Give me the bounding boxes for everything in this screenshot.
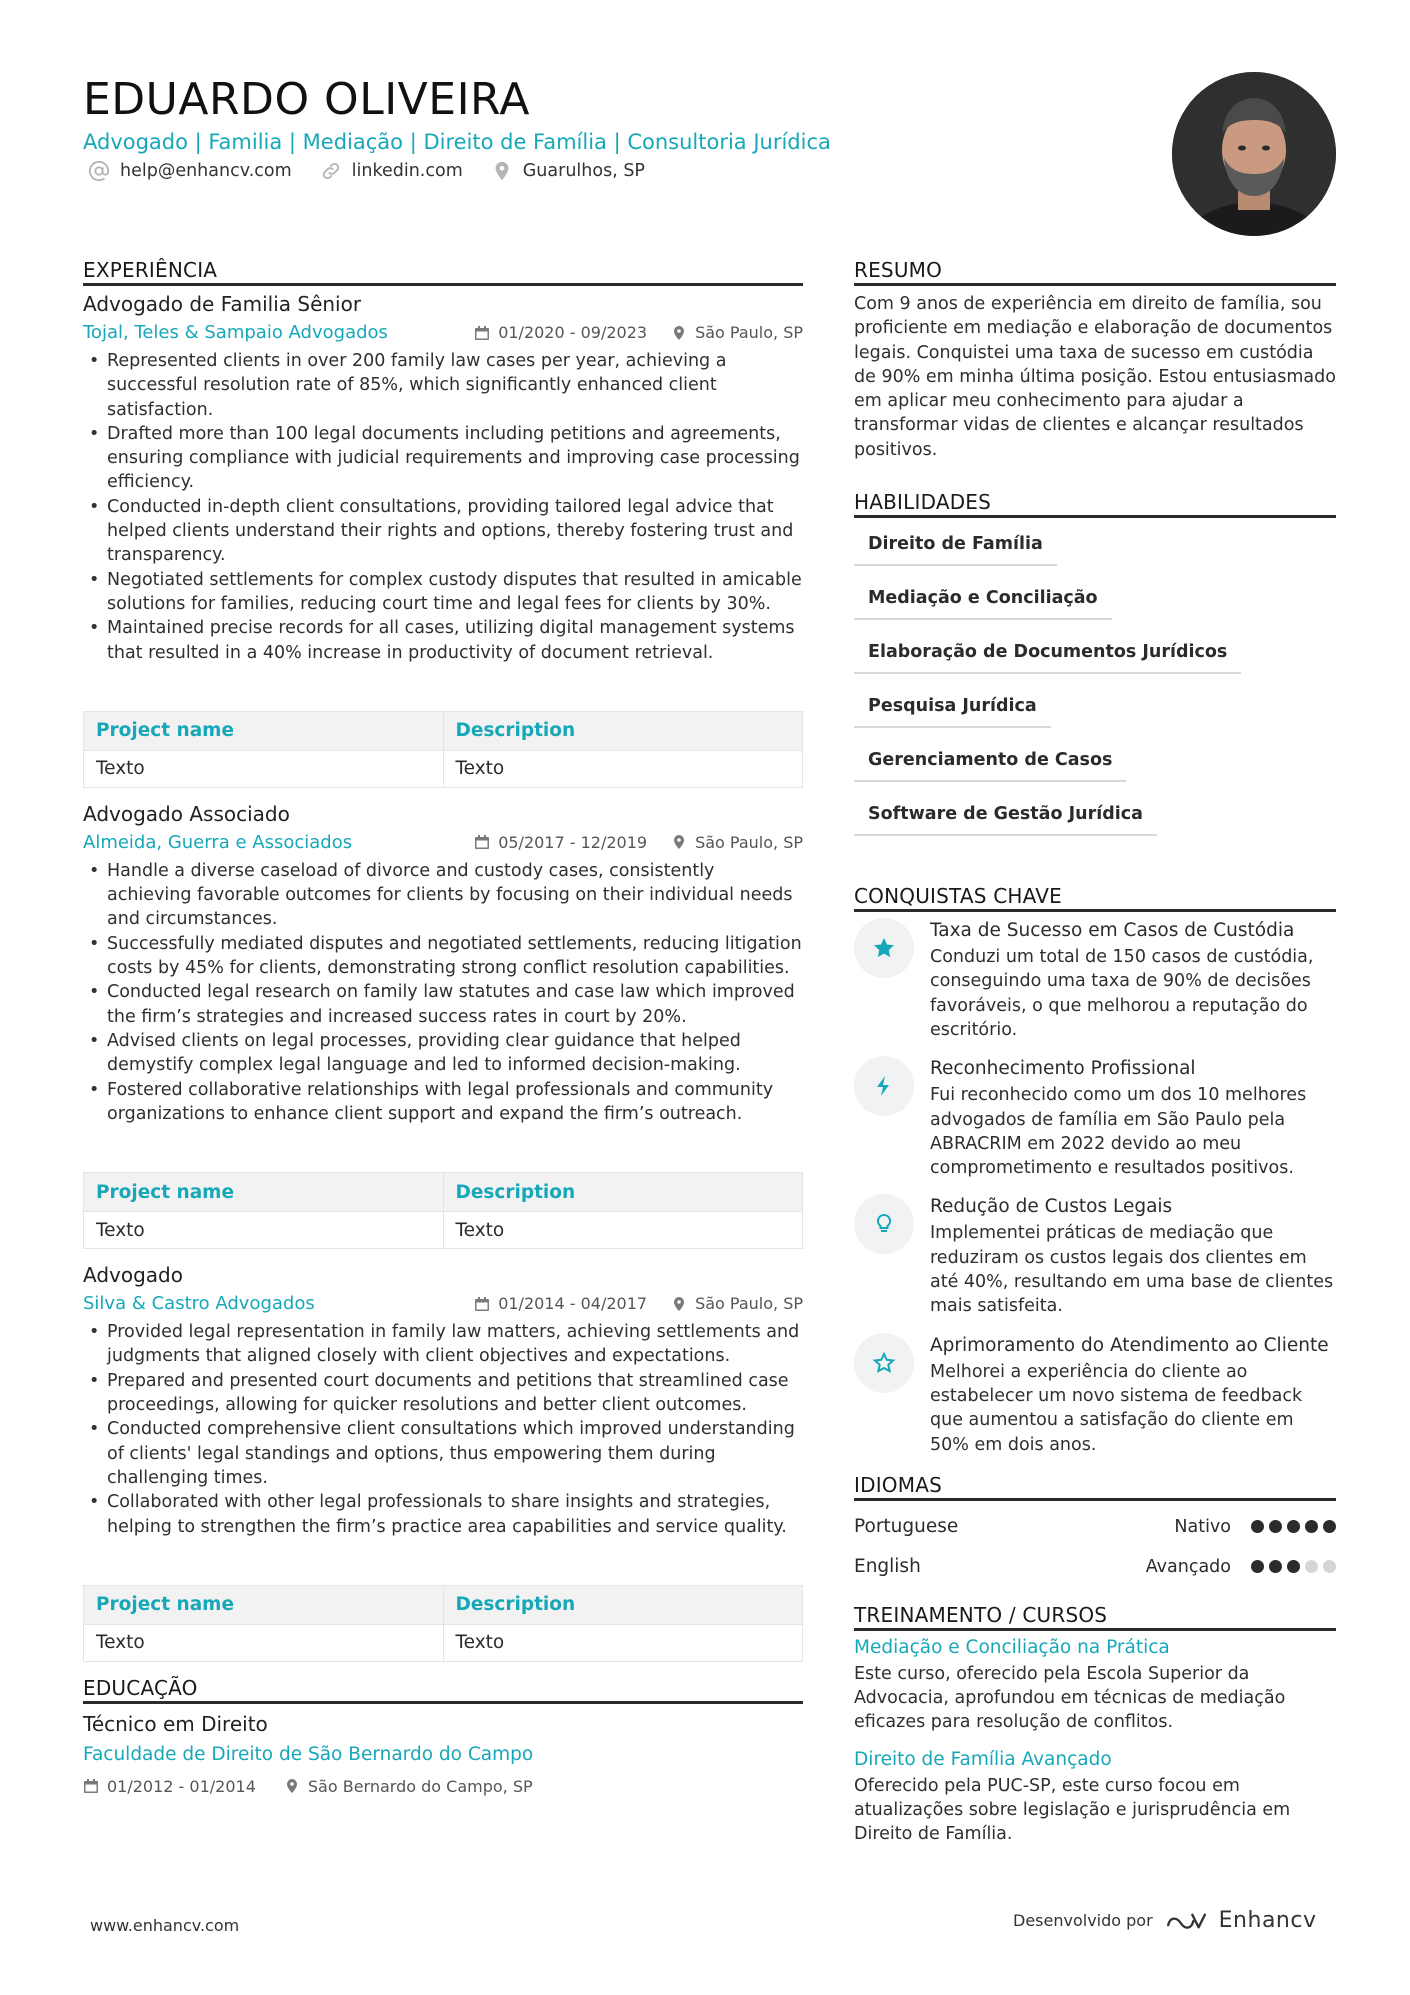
course-desc: Oferecido pela PUC-SP, este curso focou em atualizações sobre legislação e jurisprudência em Direito de Família.: [854, 1775, 1291, 1845]
calendar-icon: [83, 1778, 99, 1794]
achievement-desc: Fui reconhecido como um dos 10 melhores advogados de família em São Paulo pela ABRACRIM em 2022 devido ao meu comprometimento e resultados positivos.: [930, 1085, 1307, 1179]
education-location: [284, 1777, 533, 1796]
job-dates: [474, 323, 647, 342]
table-header: Description: [443, 1173, 803, 1212]
job-dates-text: 01/2020 - 09/2023: [498, 323, 648, 342]
job-dates: [474, 1294, 647, 1313]
rating-dot: [1305, 1520, 1318, 1533]
rating-dot: [1323, 1520, 1336, 1533]
course-title: Mediação e Conciliação na Prática: [854, 1636, 1170, 1658]
rating-dot: [1269, 1520, 1282, 1533]
location-pin-icon: [671, 834, 687, 850]
language-rating: [1251, 1560, 1336, 1573]
footer-branding: [1013, 1908, 1316, 1933]
education-degree: Técnico em Direito: [83, 1711, 268, 1736]
project-table: [83, 1585, 803, 1662]
table-cell: Texto: [443, 750, 803, 787]
education-location-text: São Bernardo do Campo, SP: [307, 1776, 533, 1796]
job-dates-text: 05/2017 - 12/2019: [498, 832, 648, 852]
language-level: Nativo: [1174, 1516, 1231, 1537]
education-dates: [83, 1777, 256, 1796]
star-icon: [872, 936, 896, 960]
job-entry: [83, 292, 803, 788]
calendar-icon: [474, 325, 490, 341]
brand-name: Enhancv: [1218, 1908, 1317, 1933]
job-title: Advogado: [83, 1263, 183, 1288]
achievement-item: [854, 1333, 1336, 1457]
bullet-item: • Conducted in-depth client consultations, providing tailored legal advice that helped clients understand their rights and options, thereby fostering trust and transparency.: [107, 495, 803, 568]
language-name: English: [854, 1556, 921, 1578]
linkedin-text: linkedin.com: [351, 161, 463, 181]
contact-bar: [88, 160, 645, 182]
job-title: Advogado Associado: [83, 801, 290, 826]
bullet-item: • Negotiated settlements for complex custody disputes that resulted in amicable solutions for families, reducing court time and legal fees for clients by 30%.: [107, 568, 803, 617]
skill-tag: Software de Gestão Jurídica: [854, 794, 1157, 836]
education-dates-text: 01/2012 - 01/2014: [107, 1776, 256, 1796]
job-location-text: São Paulo, SP: [695, 832, 803, 852]
language-name: Portuguese: [854, 1516, 959, 1538]
skills-list: [854, 524, 1336, 848]
achievement-title: Redução de Custos Legais: [930, 1196, 1173, 1218]
bullet-item: • Conducted comprehensive client consultations which improved understanding of clients' legal standings and options, thus empowering them during challenging times.: [107, 1417, 803, 1490]
job-dates-text: 01/2014 - 04/2017: [498, 1294, 648, 1314]
skill-tag: Pesquisa Jurídica: [854, 686, 1051, 728]
achievement-desc: Implementei práticas de mediação que reduziram os custos legais dos clientes em até 40%, resultando em uma base de clientes mais satisfeita.: [930, 1223, 1334, 1317]
summary-heading: RESUMO: [854, 258, 1336, 286]
achievement-item: [854, 1194, 1336, 1318]
location-pin-icon: [491, 160, 513, 182]
rating-dot: [1251, 1520, 1264, 1533]
left-column: [83, 258, 803, 1796]
skill-tag: Direito de Família: [854, 524, 1057, 566]
job-bullets: [83, 1320, 803, 1539]
achievement-item: [854, 1056, 1336, 1180]
job-dates: [474, 833, 647, 852]
footer-website[interactable]: www.enhancv.com: [90, 1916, 240, 1935]
bullet-item: • Represented clients in over 200 family law cases per year, achieving a successful resolution rate of 85%, which significantly enhanced client satisfaction.: [107, 349, 803, 422]
skill-tag: Mediação e Conciliação: [854, 578, 1112, 620]
bullet-item: • Handle a diverse caseload of divorce and custody cases, consistently achieving favorable outcomes for clients by focusing on their individual needs and circumstances.: [107, 859, 803, 932]
right-column: [854, 258, 1336, 1861]
profile-photo: [1172, 72, 1336, 236]
location-pin-icon: [284, 1778, 300, 1794]
table-header: Description: [443, 711, 803, 750]
headline: Advogado | Familia | Mediação | Direito de Família | Consultoria Jurídica: [83, 130, 831, 154]
company-name: Almeida, Guerra e Associados: [83, 831, 353, 853]
experience-heading: EXPERIÊNCIA: [83, 258, 803, 286]
contact-location: [491, 160, 645, 182]
table-cell: Texto: [84, 1624, 444, 1661]
education-school: Faculdade de Direito de São Bernardo do Campo: [83, 1743, 534, 1765]
rating-dot: [1287, 1520, 1300, 1533]
bullet-item: • Provided legal representation in family law matters, achieving settlements and judgments that aligned closely with client objectives and expectations.: [107, 1320, 803, 1369]
skill-tag: Gerenciamento de Casos: [854, 740, 1126, 782]
language-rating: [1251, 1520, 1336, 1533]
achievement-title: Taxa de Sucesso em Casos de Custódia: [930, 920, 1295, 942]
bullet-item: • Successfully mediated disputes and negotiated settlements, reducing litigation costs by 45% for clients, demonstrating strong conflict resolution capabilities.: [107, 932, 803, 981]
job-location-text: São Paulo, SP: [695, 323, 803, 342]
course-desc: Este curso, oferecido pela Escola Superior da Advocacia, aprofundou em técnicas de mediação eficazes para resolução de conflitos.: [854, 1663, 1286, 1733]
location-pin-icon: [671, 1296, 687, 1312]
rating-dot: [1269, 1560, 1282, 1573]
bullet-item: • Maintained precise records for all cases, utilizing digital management systems that resulted in a 40% increase in productivity of document retrieval.: [107, 616, 803, 665]
bullet-item: • Advised clients on legal processes, providing clear guidance that helped demystify complex legal language and led to informed decision-making.: [107, 1029, 803, 1078]
table-cell: Texto: [84, 750, 444, 787]
project-table: [83, 711, 803, 788]
job-bullets: [83, 859, 803, 1126]
achievement-item: [854, 918, 1336, 1042]
company-name: Silva & Castro Advogados: [83, 1293, 315, 1315]
candidate-name: EDUARDO OLIVEIRA: [83, 74, 530, 125]
bullet-item: • Drafted more than 100 legal documents including petitions and agreements, ensuring compliance with judicial requirements and improving case processing efficiency.: [107, 422, 803, 495]
rating-dot: [1305, 1560, 1318, 1573]
bullet-item: • Prepared and presented court documents and petitions that streamlined case proceedings, allowing for quicker resolutions and better client outcomes.: [107, 1369, 803, 1418]
calendar-icon: [474, 834, 490, 850]
powered-by-text: Desenvolvido por: [1013, 1911, 1153, 1930]
enhancv-logo-icon: [1165, 1910, 1207, 1932]
bullet-item: • Fostered collaborative relationships with legal professionals and community organizations to enhance client support and expand the firm’s outreach.: [107, 1078, 803, 1127]
table-header: Project name: [84, 711, 444, 750]
contact-linkedin[interactable]: [320, 160, 463, 182]
table-cell: Texto: [84, 1212, 444, 1249]
at-icon: [88, 160, 110, 182]
job-bullets: [83, 349, 803, 665]
job-location-text: São Paulo, SP: [695, 1294, 803, 1314]
bolt-icon: [872, 1074, 896, 1098]
skills-heading: HABILIDADES: [854, 490, 1336, 518]
location-text: Guarulhos, SP: [522, 161, 645, 181]
summary-text: Com 9 anos de experiência em direito de família, sou proficiente em mediação e elaboração de documentos legais. Conquistei uma taxa de sucesso em custódia de 90% em minha última posição. Estou entusiasmado em aplicar meu conhecimento para ajudar a transformar vidas de clientes e alcançar resultados positivos.: [854, 294, 1336, 460]
rating-dot: [1287, 1560, 1300, 1573]
achievement-desc: Conduzi um total de 150 casos de custódia, conseguindo uma taxa de 90% de decisões favoráveis, o que melhorou a reputação do escritório.: [930, 947, 1314, 1040]
location-pin-icon: [671, 325, 687, 341]
rating-dot: [1251, 1560, 1264, 1573]
job-entry: [83, 802, 803, 1249]
language-item: [854, 1547, 1336, 1587]
job-location: [671, 323, 803, 342]
contact-email[interactable]: [88, 160, 292, 182]
achievement-title: Reconhecimento Profissional: [930, 1058, 1196, 1080]
rating-dot: [1323, 1560, 1336, 1573]
table-header: Project name: [84, 1585, 444, 1624]
company-name: Tojal, Teles & Sampaio Advogados: [83, 322, 388, 343]
link-icon: [320, 160, 342, 182]
training-heading: TREINAMENTO / CURSOS: [854, 1603, 1336, 1631]
course-title: Direito de Família Avançado: [854, 1748, 1112, 1770]
achievement-title: Aprimoramento do Atendimento ao Cliente: [930, 1334, 1329, 1356]
bullet-item: • Conducted legal research on family law statutes and case law which improved the firm’s strategies and increased success rates in court by 20%.: [107, 980, 803, 1029]
skill-tag: Elaboração de Documentos Jurídicos: [854, 632, 1241, 674]
job-location: [671, 833, 803, 852]
bullet-item: • Collaborated with other legal professionals to share insights and strategies, helping to strengthen the firm’s practice area capabilities and service quality.: [107, 1490, 803, 1539]
job-entry: [83, 1263, 803, 1662]
profile-photo-illustration: [1172, 72, 1336, 236]
email-text: help@enhancv.com: [120, 161, 292, 181]
language-item: [854, 1507, 1336, 1547]
table-cell: Texto: [443, 1212, 803, 1249]
language-level: Avançado: [1145, 1556, 1231, 1577]
project-table: [83, 1172, 803, 1249]
achievement-desc: Melhorei a experiência do cliente ao estabelecer um novo sistema de feedback que aumentou a satisfação do cliente em 50% em dois anos.: [930, 1361, 1303, 1455]
achievements-heading: CONQUISTAS CHAVE: [854, 884, 1336, 912]
education-heading: EDUCAÇÃO: [83, 1676, 803, 1704]
calendar-icon: [474, 1296, 490, 1312]
languages-heading: IDIOMAS: [854, 1473, 1336, 1501]
star-outline-icon: [872, 1351, 896, 1375]
table-cell: Texto: [443, 1624, 803, 1661]
job-location: [671, 1294, 803, 1313]
job-title: Advogado de Familia Sênior: [83, 292, 362, 316]
table-header: Description: [443, 1585, 803, 1624]
table-header: Project name: [84, 1173, 444, 1212]
lightbulb-icon: [872, 1212, 896, 1236]
